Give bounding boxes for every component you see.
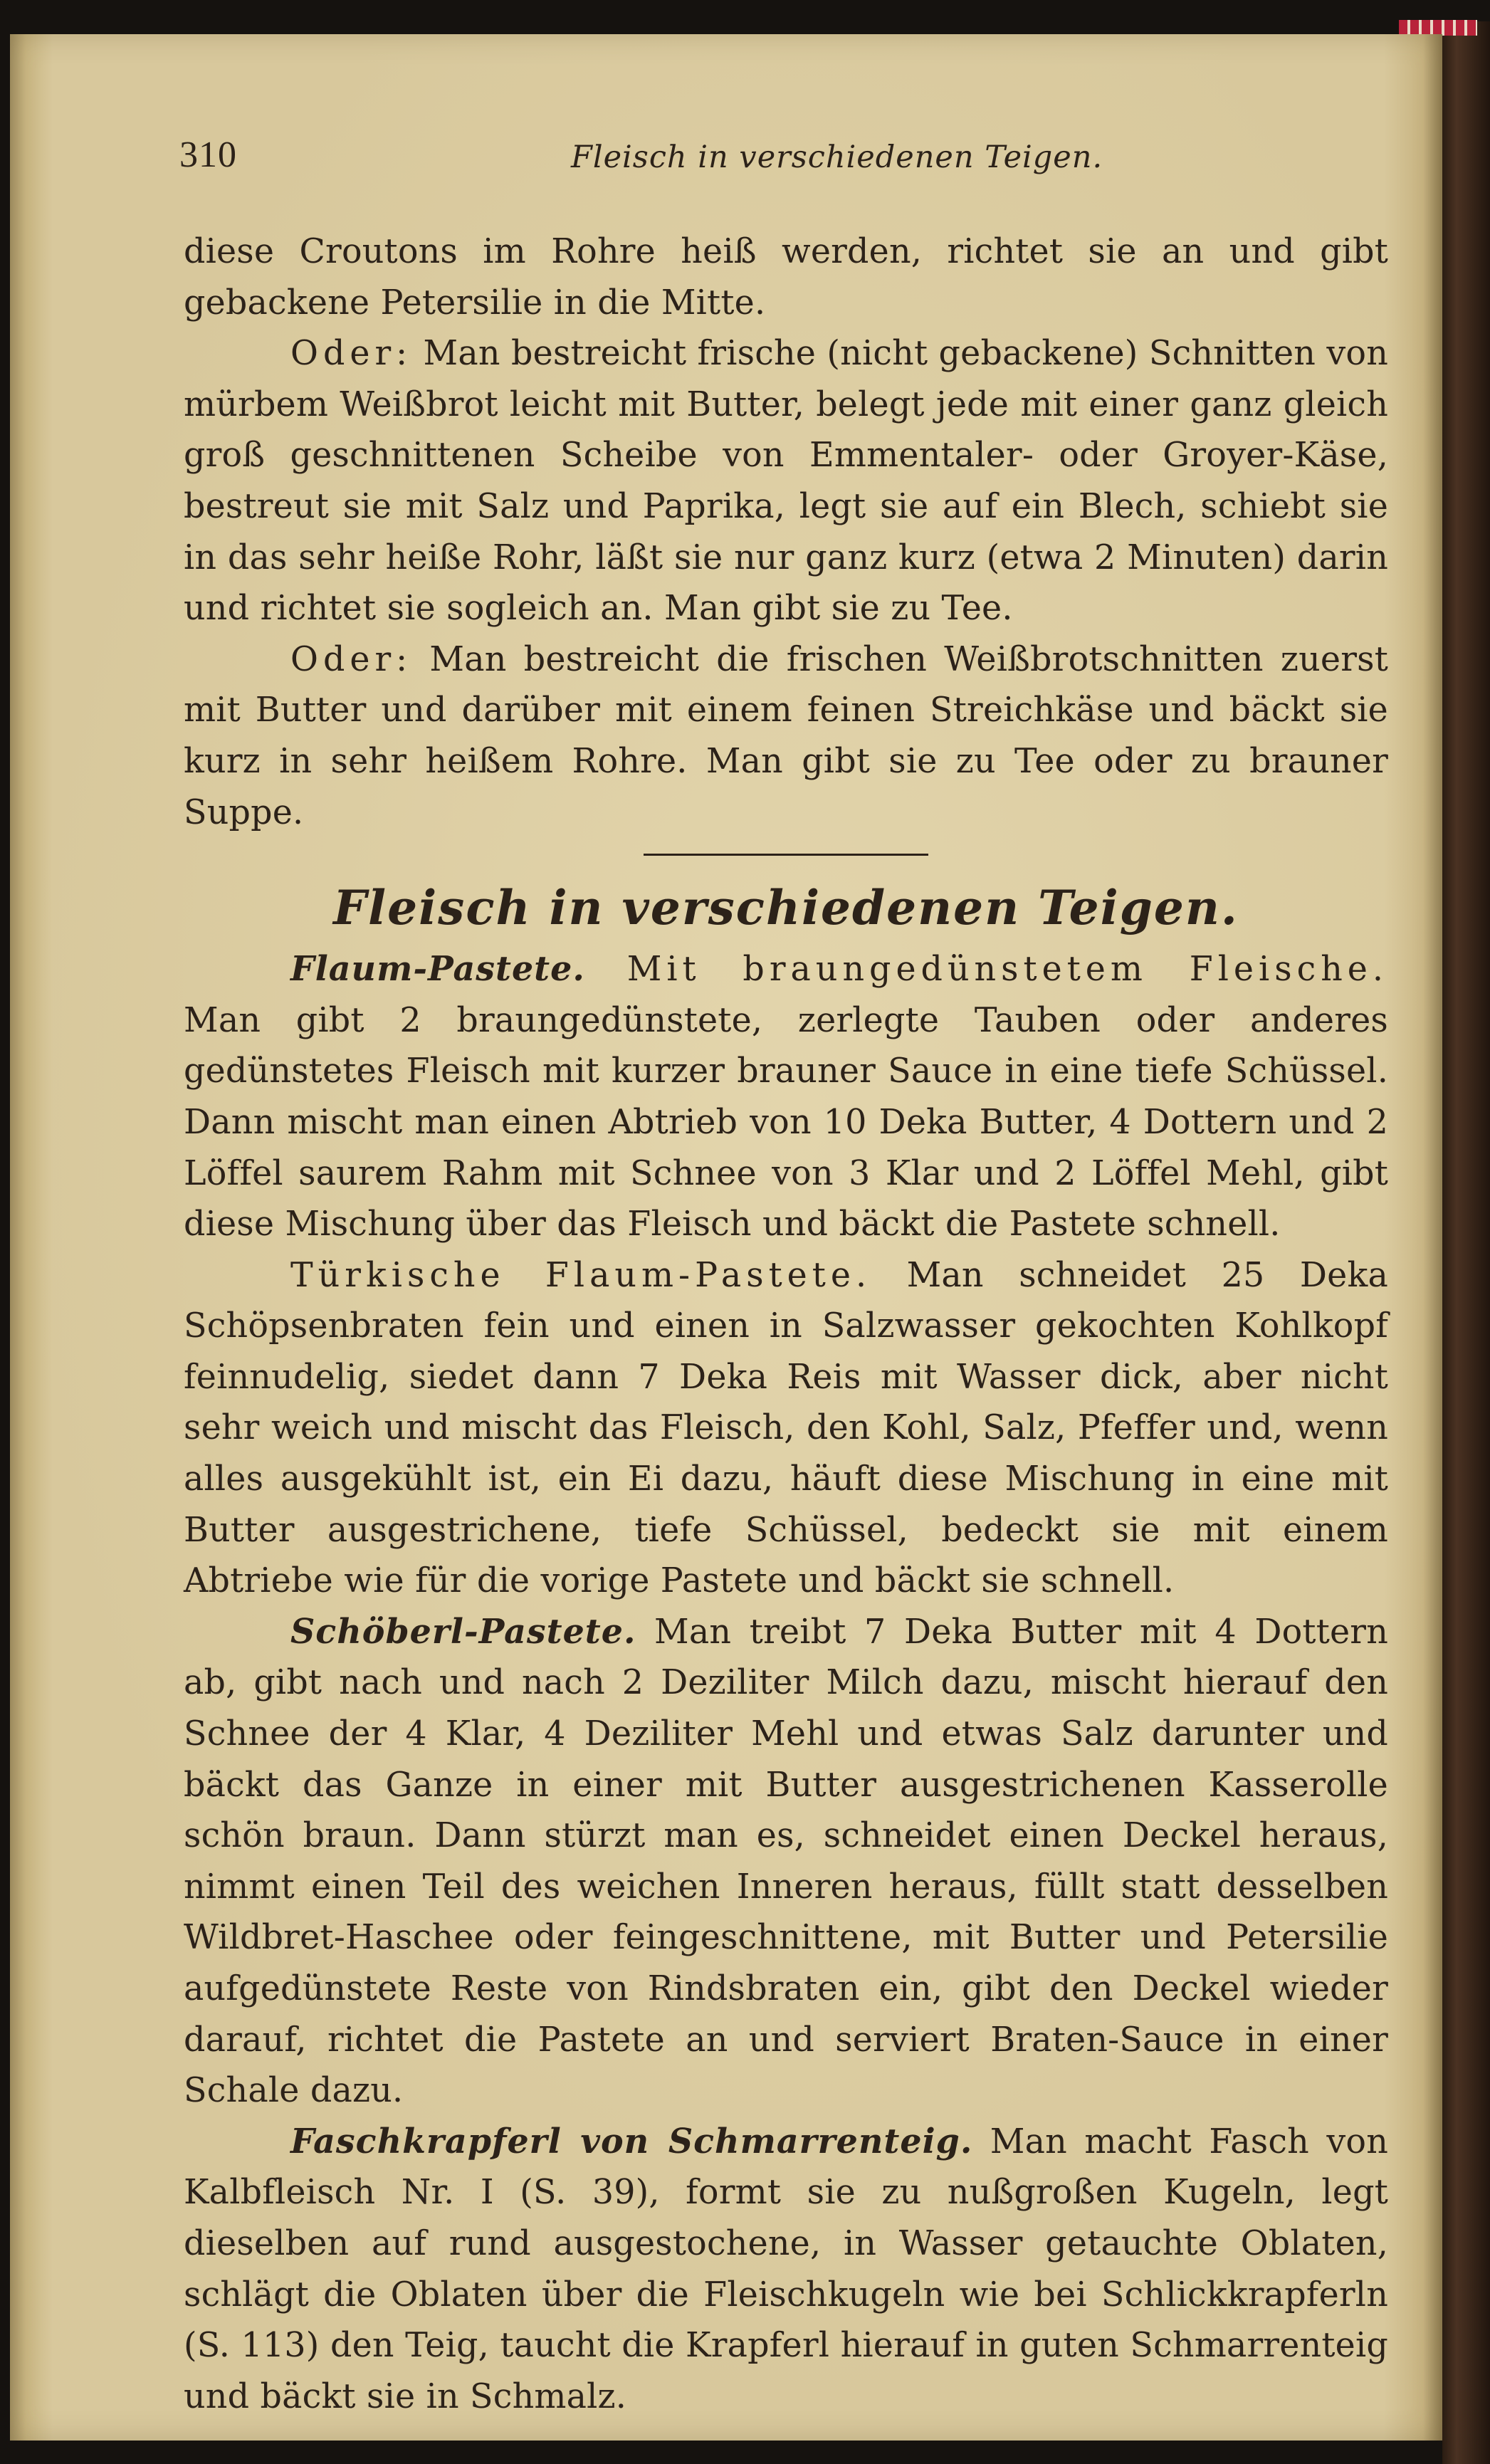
bookmark-ribbon (1399, 20, 1477, 36)
oder-label: Oder: (290, 639, 413, 679)
oder-label: Oder: (290, 334, 413, 374)
recipe-name: Schöberl-Pastete. (290, 1611, 636, 1652)
book-binding (1442, 21, 1490, 2464)
page-number: 310 (179, 135, 237, 175)
recipe-name: Türkische Flaum-Pastete. (290, 1255, 872, 1295)
recipe-subtitle: Mit braungedünstetem Fleische. (584, 950, 1388, 990)
recipe-name: Faschkrapferl von Schmarrenteig. (290, 2121, 973, 2161)
running-head: Fleisch in verschiedenen Teigen. (571, 140, 1103, 175)
recipe-faschkrapferl: Faschkrapferl von Schmarrenteig. Man macht Fasch von Kalbfleisch Nr. I (S. 39), formt sie zu nußgroßen Kugeln, legt dieselben auf rund ausgestochene, in Wasser getauchte Oblaten, schlägt die Oblaten über die Fleischkugeln wie bei Schlickkrapferln (S. 113) den Teig, taucht die Krapferl hierauf in guten Schmarrenteig und bäckt sie in Schmalz. (184, 2121, 1388, 2416)
section-divider (644, 854, 928, 856)
paragraph-oder-2: Oder: Man bestreicht die frischen Weißbrotschnitten zuerst mit Butter und darüber mit einem feinen Streichkäse und bäckt sie kurz in sehr heißem Rohre. Man gibt sie zu Tee oder zu brauner Suppe. (184, 639, 1388, 832)
recipe-name: Flaum-Pastete. (290, 949, 585, 990)
recipe-schoeberl-pastete: Schöberl-Pastete. Man treibt 7 Deka Butter mit 4 Dottern ab, gibt nach und nach 2 Deziliter Milch dazu, mischt hierauf den Schnee der 4 Klar, 4 Deziliter Mehl und etwas Salz darunter und bäckt das Ganze in einer mit Butter ausgestrichenen Kasserolle schön braun. Dann stürzt man es, schneidet einen Deckel heraus, nimmt einen Teil des weichen Inneren heraus, füllt statt desselben Wildbret-Haschee oder feingeschnittene, mit Butter und Petersilie aufgedünstete Reste von Rindsbraten ein, gibt den Deckel wieder darauf, richtet die Pastete an und serviert Braten-Sauce in einer Schale dazu. (184, 1611, 1388, 2111)
recipe-tuerkische-flaum-pastete: Türkische Flaum-Pastete. Man schneidet 25 Deka Schöpsenbraten fein und einen in Salzwasser gekochten Kohlkopf feinnudelig, siedet dann 7 Deka Reis mit Wasser dick, aber nicht sehr weich und mischt das Fleisch, den Kohl, Salz, Pfeffer und, wenn alles ausgekühlt ist, ein Ei dazu, häuft diese Mischung in eine mit Butter ausgestrichene, tiefe Schüssel, bedeckt sie mit einem Abtriebe wie für die vorige Pastete und bäckt sie schnell. (184, 1255, 1388, 1601)
section-title: Fleisch in verschiedenen Teigen. (333, 880, 1239, 936)
paragraph-croutons: diese Croutons im Rohre heiß werden, richtet sie an und gibt gebackene Petersilie in die Mitte. (184, 232, 1388, 323)
recipe-flaum-pastete: Flaum-Pastete. Mit braungedünstetem Fleische. Man gibt 2 braungedünstete, zerlegte Tauben oder anderes gedünstetes Fleisch mit kurzer brauner Sauce in eine tiefe Schüssel. Dann mischt man einen Abtrieb von 10 Deka Butter, 4 Dottern und 2 Löffel saurem Rahm mit Schnee von 3 Klar und 2 Löffel Mehl, gibt diese Mischung über das Fleisch und bäckt die Pastete schnell. (184, 949, 1388, 1244)
page-body (184, 226, 1388, 2422)
paragraph-oder-1: Oder: Man bestreicht frische (nicht gebackene) Schnitten von mürbem Weißbrot leicht mit Butter, belegt jede mit einer ganz gleich groß geschnittenen Scheibe von Emmentaler- oder Groyer-Käse, bestreut sie mit Salz und Paprika, legt sie auf ein Blech, schiebt sie in das sehr heiße Rohr, läßt sie nur ganz kurz (etwa 2 Minuten) darin und richtet sie sogleich an. Man gibt sie zu Tee. (184, 334, 1388, 629)
page-header (179, 134, 1383, 184)
